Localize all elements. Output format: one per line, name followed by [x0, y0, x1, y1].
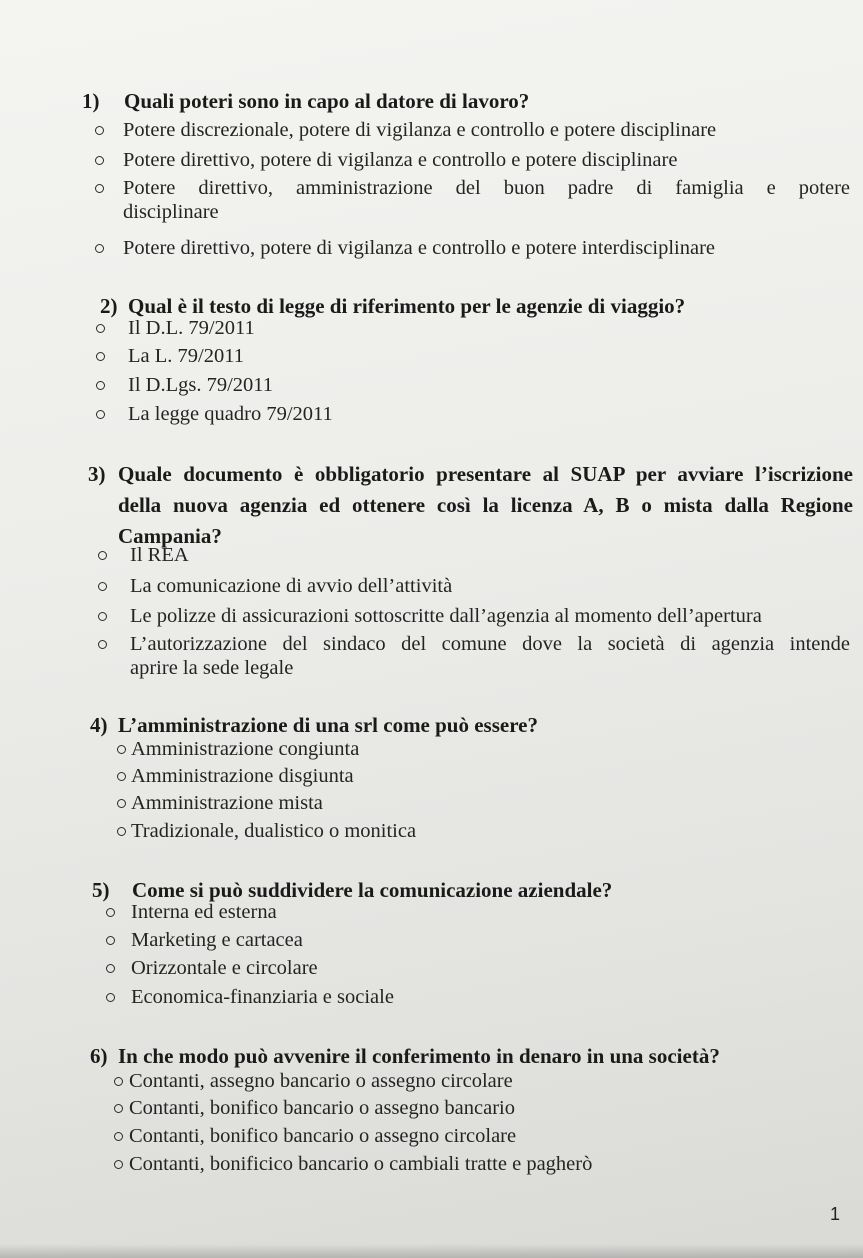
page-number: 1 [830, 1204, 841, 1224]
radio-circle-icon[interactable] [96, 410, 105, 419]
radio-circle-icon[interactable] [95, 184, 104, 193]
radio-circle-icon[interactable] [117, 772, 126, 781]
radio-circle-icon[interactable] [98, 612, 107, 621]
radio-circle-icon[interactable] [98, 640, 107, 649]
question-text-line: Campania? [118, 524, 222, 548]
question-text: L’amministrazione di una srl come può essere? [118, 713, 538, 737]
radio-circle-icon[interactable] [114, 1077, 123, 1086]
radio-circle-icon[interactable] [95, 156, 104, 165]
question-text-line: Quale documento è obbligatorio presentare al SUAP per avviare l’iscrizione [118, 462, 853, 486]
radio-circle-icon[interactable] [96, 381, 105, 390]
radio-circle-icon[interactable] [96, 352, 105, 361]
radio-circle-icon[interactable] [117, 827, 126, 836]
radio-circle-icon[interactable] [98, 551, 107, 560]
radio-circle-icon[interactable] [98, 582, 107, 591]
radio-circle-icon[interactable] [114, 1132, 123, 1141]
question-text: Quali poteri sono in capo al datore di lavoro? [124, 89, 530, 113]
question-number: 4) [90, 713, 108, 737]
radio-circle-icon[interactable] [106, 908, 115, 917]
question-number: 5) [92, 878, 110, 902]
radio-circle-icon[interactable] [96, 324, 105, 333]
radio-circle-icon[interactable] [117, 745, 126, 754]
question-number: 2) [100, 294, 118, 318]
page-bottom-shadow [0, 1244, 863, 1258]
question-number: 6) [90, 1044, 108, 1068]
question-number: 1) [82, 89, 100, 113]
question-text: Qual è il testo di legge di riferimento per le agenzie di viaggio? [128, 294, 686, 318]
question-number: 3) [88, 462, 106, 486]
radio-circle-icon[interactable] [117, 799, 126, 808]
question-text: Come si può suddividere la comunicazione aziendale? [132, 878, 613, 902]
answer-option[interactable]: L’autorizzazione del sindaco del comune dove la società di agenzia intende [98, 631, 850, 657]
question-text-line: della nuova agenzia ed ottenere così la licenza A, B o mista dalla Regione [118, 493, 853, 517]
question-text: In che modo può avvenire il conferimento in denaro in una società? [118, 1044, 720, 1068]
radio-circle-icon[interactable] [106, 964, 115, 973]
answer-option[interactable]: Potere direttivo, amministrazione del buon padre di famiglia e potere [95, 175, 850, 201]
radio-circle-icon[interactable] [114, 1104, 123, 1113]
radio-circle-icon[interactable] [95, 126, 104, 135]
quiz-page: 1) Quali poteri sono in capo al datore di lavoro? Potere discrezionale, potere di vigilanza e controllo e potere disciplinare Potere direttivo, potere di vigilanza e controllo e potere disciplinare Potere direttivo, amministrazione del buon padre di famiglia e potere disciplinare Potere direttivo, potere di vigilanza e controllo e potere interdisciplinare 2) Qual è il testo di legge di riferimento per le agenzie di viaggio? Il D.L. 79/2011 La L. 79/2011 Il D.Lgs. 79/2011 La legge quadro 79/2011 3) Quale documento è obbligatorio presentare al SUAP per avviare l’iscrizione della nuova agenzia ed ottenere così la licenza A, B o mista dalla Regione Campania? Il REA La comunicazione di avvio dell’attività Le polizze di assicurazioni sottoscritte dall’agenzia al momento dell’apertura L’autorizzazione del sindaco del comune dove la società di agenzia intende aprire la sede legale 4) L’amministrazione di una srl come può essere? Amministrazione congiunta Amministrazione disgiunta Amministrazione mista Tradizionale, dualistico o monitica 5) Come si può suddividere la comunicazione aziendale? Interna ed esterna Marketing e cartacea Orizzontale e circolare Economica-finanziaria e sociale 6) In che modo può avvenire il conferimento in denaro in una società? Contanti, assegno bancario o assegno circolare Contanti, bonifico bancario o assegno bancario Contanti, bonifico bancario o assegno circolare Contanti, bonificico bancario o cambiali tratte e pagherò 1 [0, 0, 863, 1258]
radio-circle-icon[interactable] [106, 993, 115, 1002]
radio-circle-icon[interactable] [95, 244, 104, 253]
radio-circle-icon[interactable] [114, 1160, 123, 1169]
radio-circle-icon[interactable] [106, 936, 115, 945]
